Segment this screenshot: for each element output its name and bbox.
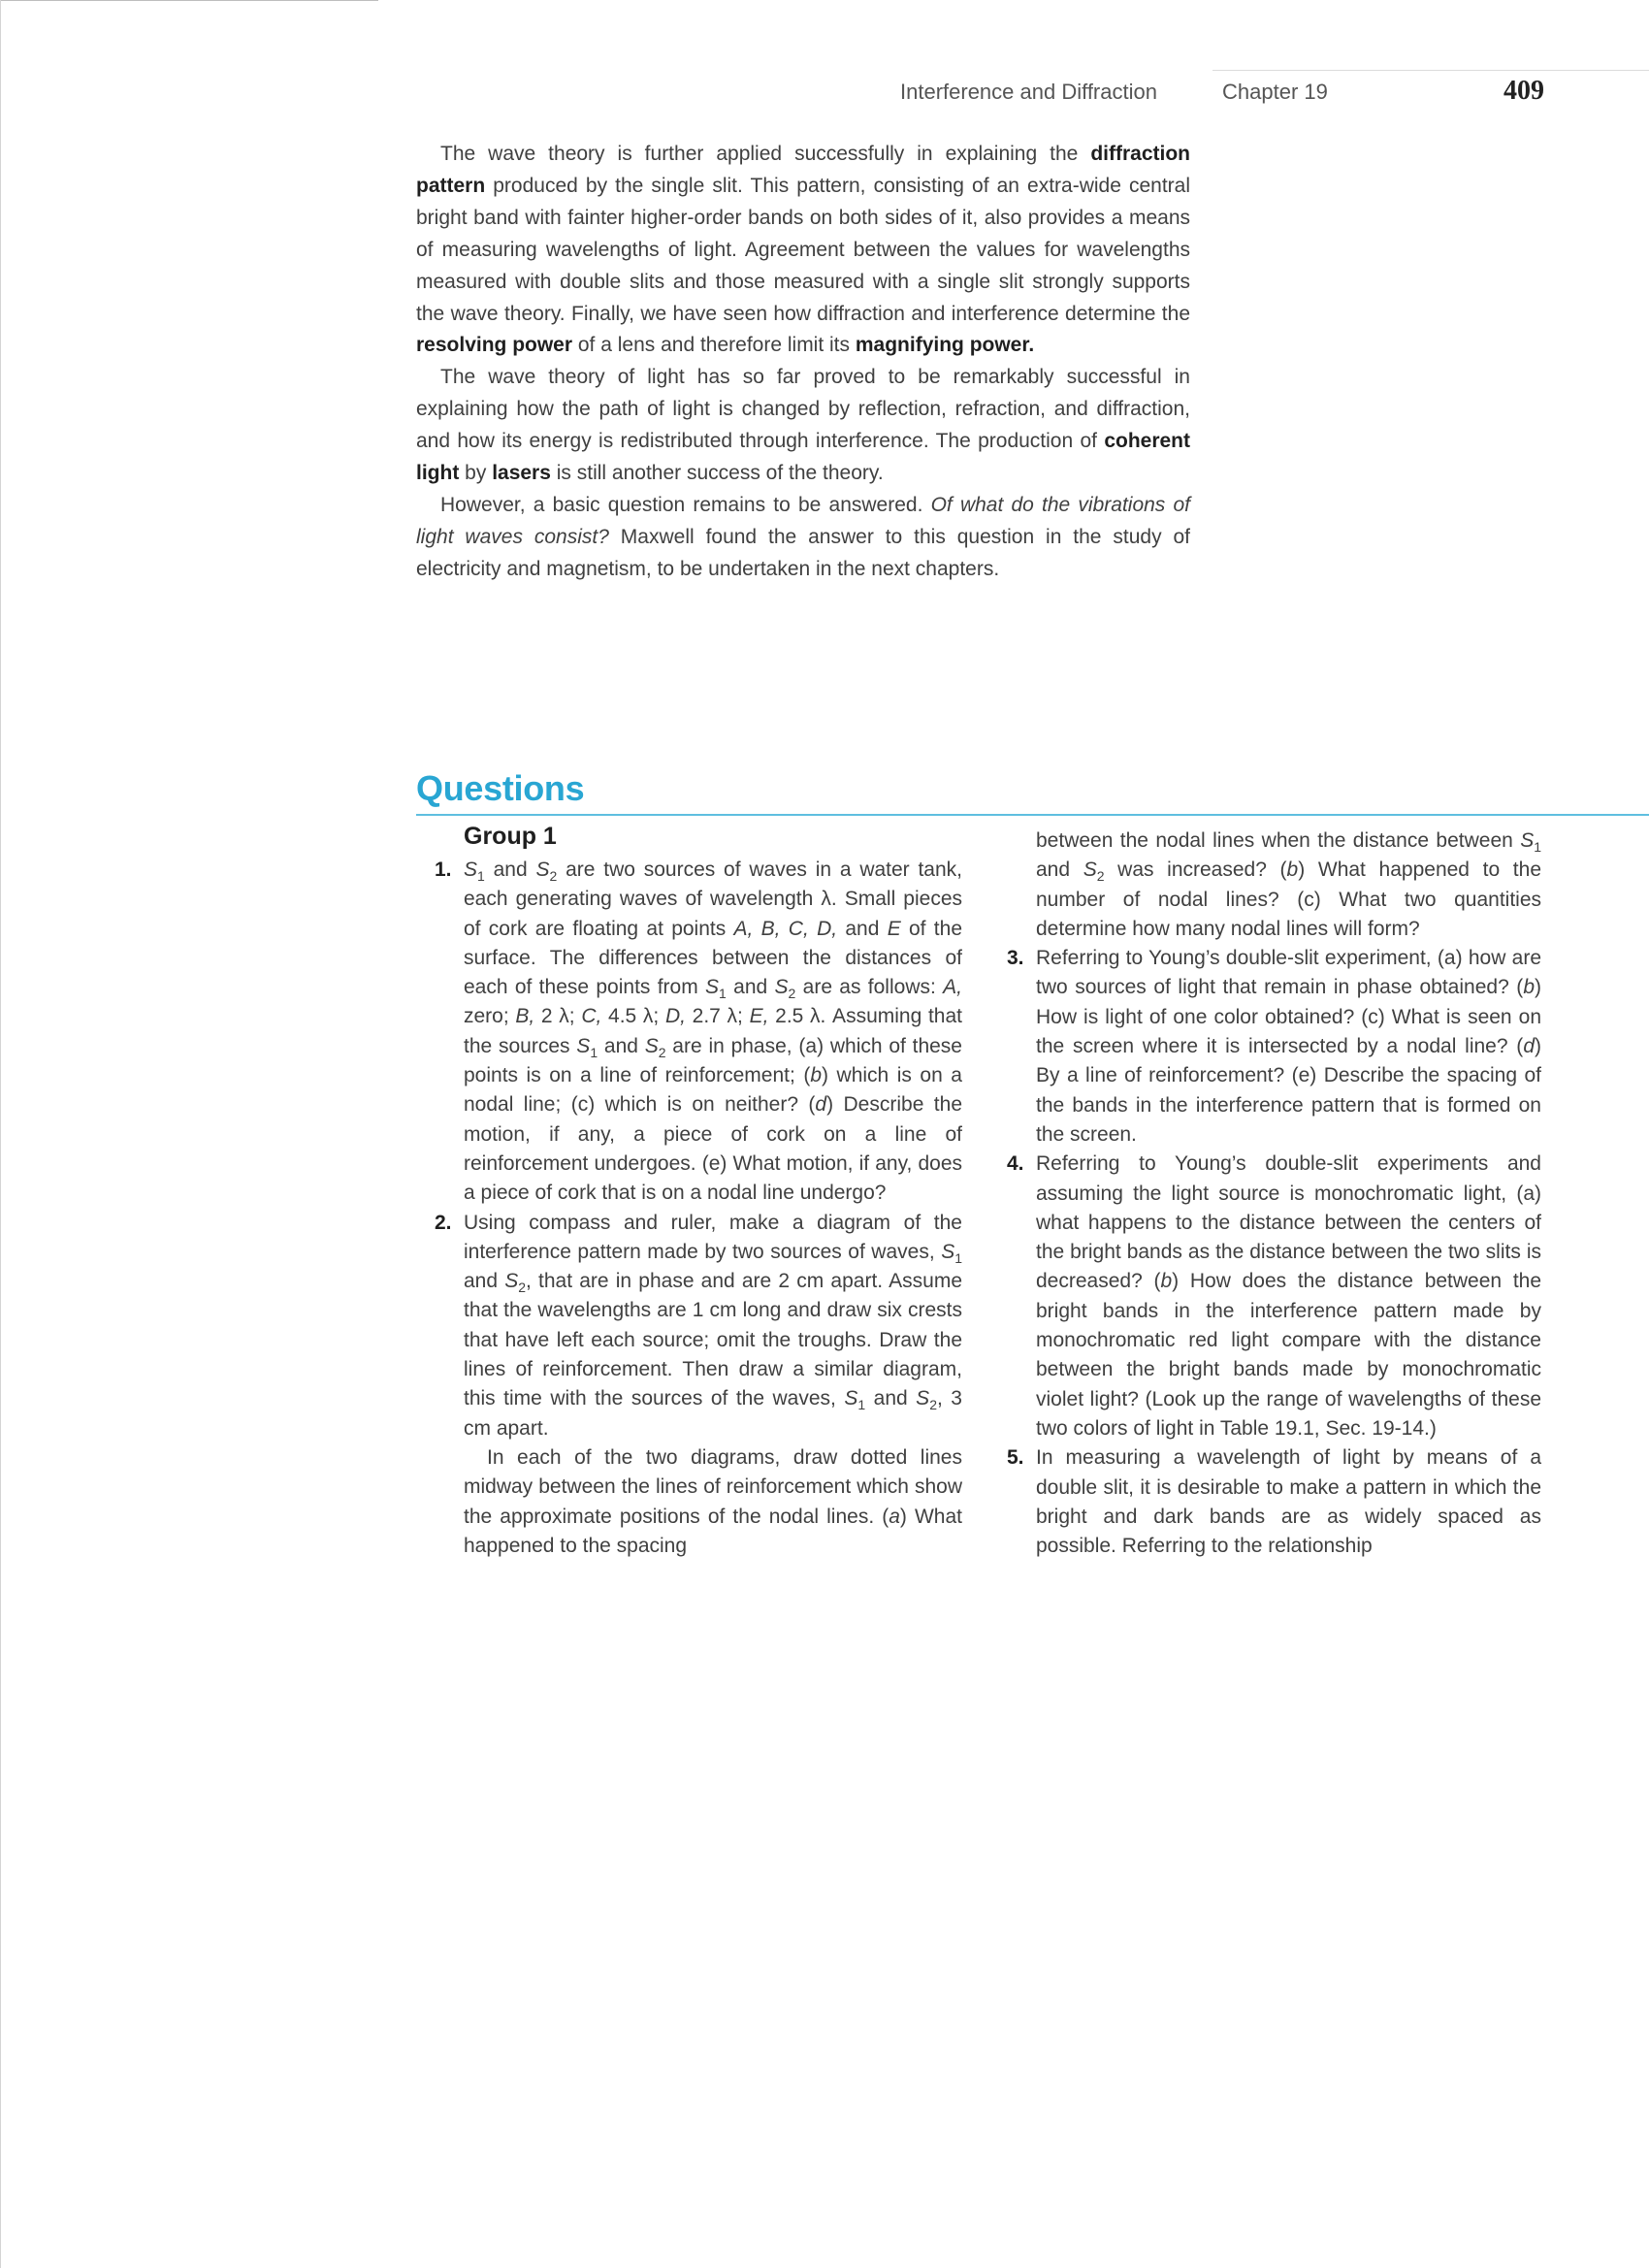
subscript: 2 <box>929 1397 937 1413</box>
subscript: 1 <box>954 1250 962 1267</box>
text-run: However, a basic question remains to be answered. <box>440 493 931 516</box>
question-number: 3. <box>1007 947 1024 970</box>
italic-text: b <box>810 1064 823 1087</box>
text-run: by <box>459 462 493 485</box>
intro-paragraph <box>416 362 1190 490</box>
text-run: produced by the single slit. This pattern, consisting of an extra-wide central bright band with fainter higher-order bands on both sides of it, also provides a means of measuring wavelengths of light. Agreement between the values for wavelengths measured with double slits and those measured with a single slit strongly supports the wave theory. Finally, we have seen how diffraction and interference determine the <box>416 174 1190 325</box>
page-number: 409 <box>1504 76 1544 106</box>
question-item <box>999 944 1541 1150</box>
subscript: 1 <box>857 1397 866 1413</box>
italic-text: A, B, C, D, <box>733 917 838 940</box>
intro-paragraph <box>416 139 1190 362</box>
text-run: Referring to Young’s double-slit experiments and assuming the light source is monochromatic light, (a) what happens to the distance between the centers of the bright bands as the distance between the two slits is decreased? ( <box>1036 1152 1541 1293</box>
text-run: Referring to Young’s double-slit experiment, (a) how are two sources of light that remain in phase obtained? ( <box>1036 947 1541 999</box>
text-run: and <box>726 976 775 999</box>
text-run: In measuring a wavelength of light by means of a double slit, it is desirable to make a pattern in which the bright and dark bands are as widely spaced as possible. Referring to the relationship <box>1036 1446 1541 1558</box>
italic-text: S <box>464 859 478 881</box>
text-run: of a lens and therefore limit its <box>572 334 856 357</box>
text-run: ) How does the distance between the bright bands in the interference pattern made by monochromatic red light compare with the distance between the bright bands made by monochromatic violet light? (Look up the range of wavelengths of these two colors of light in Table 19.1, Sec. 19-14.) <box>1036 1270 1542 1440</box>
italic-text: B, <box>515 1005 535 1028</box>
question-number: 5. <box>1007 1446 1024 1470</box>
italic-text: S <box>844 1387 858 1410</box>
text-run: and <box>484 859 536 881</box>
subscript: 2 <box>518 1280 527 1296</box>
running-header <box>900 78 1544 107</box>
question-number: 1. <box>435 859 452 881</box>
subscript: 2 <box>1096 868 1105 885</box>
text-run: ) What happened to the number of nodal lines? (c) What two quantities determine how many nodal lines will form? <box>1036 859 1541 940</box>
subscript: 2 <box>549 868 558 885</box>
italic-text: S <box>1520 829 1535 852</box>
question-item <box>999 1150 1541 1443</box>
text-run: and <box>837 917 888 940</box>
subscript: 1 <box>477 868 485 885</box>
italic-text: b <box>1160 1270 1173 1293</box>
question-continuation <box>999 826 1541 944</box>
italic-text: b <box>1286 859 1299 882</box>
intro-text <box>416 139 1190 586</box>
text-run: and <box>598 1034 645 1057</box>
italic-text: d <box>815 1093 827 1117</box>
text-run: 2.5 λ. Assuming that the sources <box>464 1005 962 1057</box>
italic-text: a <box>889 1505 900 1528</box>
text-run: , 3 cm apart. <box>464 1387 962 1440</box>
text-run: In each of the two diagrams, draw dotted lines midway between the lines of reinforcement which show the approximate positions of the nodal lines. ( <box>464 1445 962 1528</box>
subscript: 2 <box>788 986 796 1002</box>
italic-text: E <box>887 917 901 940</box>
question-item <box>999 1443 1541 1561</box>
questions-rule <box>416 814 1649 816</box>
text-run: and <box>865 1387 917 1410</box>
subscript: 1 <box>590 1044 598 1060</box>
bold-term: coherent light <box>416 430 1190 485</box>
text-run: are in phase, (a) which of these points is on a line of reinforcement; ( <box>464 1034 962 1087</box>
intro-paragraph <box>416 490 1190 586</box>
text-run: 2.7 λ; <box>685 1005 750 1028</box>
italic-text: E, <box>749 1005 769 1028</box>
text-run: 4.5 λ; <box>601 1005 665 1028</box>
italic-text: S <box>916 1387 930 1410</box>
text-run: Maxwell found the answer to this question in the study of electricity and magnetism, to be undertaken in the next chapters. <box>416 525 1190 580</box>
subscript: 1 <box>719 986 727 1002</box>
text-run: was increased? ( <box>1104 859 1287 882</box>
bold-term: diffraction pattern <box>416 143 1190 197</box>
text-run: are as follows: <box>795 976 944 999</box>
italic-text: C, <box>581 1005 602 1028</box>
italic-text: S <box>941 1240 955 1263</box>
italic-text: S <box>535 859 550 881</box>
question-paragraph <box>427 1443 962 1561</box>
text-run: 2 λ; <box>534 1005 582 1028</box>
questions-left-column <box>427 856 962 1561</box>
header-rule <box>1212 70 1649 71</box>
text-run: of the surface. The differences between the distances of each of these points from <box>464 917 962 999</box>
text-run: zero; <box>464 1005 516 1028</box>
text-run: ) which is on a nodal line; (c) which is on neither? ( <box>464 1064 962 1117</box>
text-run: and <box>1036 859 1083 882</box>
subscript: 1 <box>1534 839 1541 856</box>
bold-term: lasers <box>492 462 551 485</box>
running-header-title: Interference and Diffraction <box>900 80 1157 104</box>
text-run: The wave theory is further applied successfully in explaining the <box>440 143 1091 165</box>
scan-edge-top <box>0 0 378 1</box>
italic-text: S <box>504 1270 519 1293</box>
text-run: is still another success of the theory. <box>550 462 884 485</box>
italic-text: S <box>705 976 720 999</box>
question-item <box>427 856 962 1209</box>
group-heading: Group 1 <box>464 823 557 850</box>
italic-text: S <box>1083 859 1097 882</box>
italic-text: S <box>644 1034 659 1057</box>
questions-right-column <box>999 826 1541 1561</box>
text-run: ) How is light of one color obtained? (c) What is seen on the screen where it is intersected by a nodal line? ( <box>1036 976 1541 1058</box>
text-run: and <box>464 1270 505 1293</box>
subscript: 2 <box>658 1044 666 1060</box>
italic-text: A, <box>943 976 962 999</box>
text-run: , that are in phase and are 2 cm apart. Assume that the wavelengths are 1 cm long and draw six crests that have left each source; omit the troughs. Draw the lines of reinforcement. Then draw a similar diagram, this time with the sources of the waves, <box>464 1270 962 1410</box>
italic-text: S <box>576 1034 591 1057</box>
question-number: 2. <box>435 1211 452 1234</box>
text-run: ) What happened to the spacing <box>464 1505 962 1557</box>
italic-text: S <box>774 976 789 999</box>
text-run: are two sources of waves in a water tank, each generating waves of wavelength λ. Small pieces of cork are floating at points <box>464 859 962 940</box>
scan-edge-left <box>0 0 1 2268</box>
bold-term: magnifying power. <box>855 334 1035 357</box>
text-run: The wave theory of light has so far proved to be remarkably successful in explaining how the path of light is changed by reflection, refraction, and diffraction, and how its energy is redistributed through interference. The production of <box>416 366 1190 453</box>
text-run: ) Describe the motion, if any, a piece of cork on a line of reinforcement undergoes. (e) What motion, if any, does a piece of cork that is on a nodal line undergo? <box>464 1093 962 1205</box>
questions-heading: Questions <box>416 768 585 808</box>
text-run: Using compass and ruler, make a diagram of the interference pattern made by two sources of waves, <box>464 1211 962 1263</box>
text-run: ) By a line of reinforcement? (e) Describe the spacing of the bands in the interference pattern that is formed on the screen. <box>1036 1035 1541 1146</box>
running-header-chapter: Chapter 19 <box>1222 80 1328 104</box>
italic-text: Of what do the vibrations of light waves consist? <box>416 493 1191 548</box>
italic-text: b <box>1523 976 1535 999</box>
question-item <box>427 1209 962 1443</box>
italic-text: D, <box>664 1005 686 1028</box>
italic-text: d <box>1523 1035 1535 1058</box>
question-number: 4. <box>1007 1152 1024 1176</box>
text-run: between the nodal lines when the distance between <box>1036 829 1521 852</box>
bold-term: resolving power <box>416 334 573 357</box>
